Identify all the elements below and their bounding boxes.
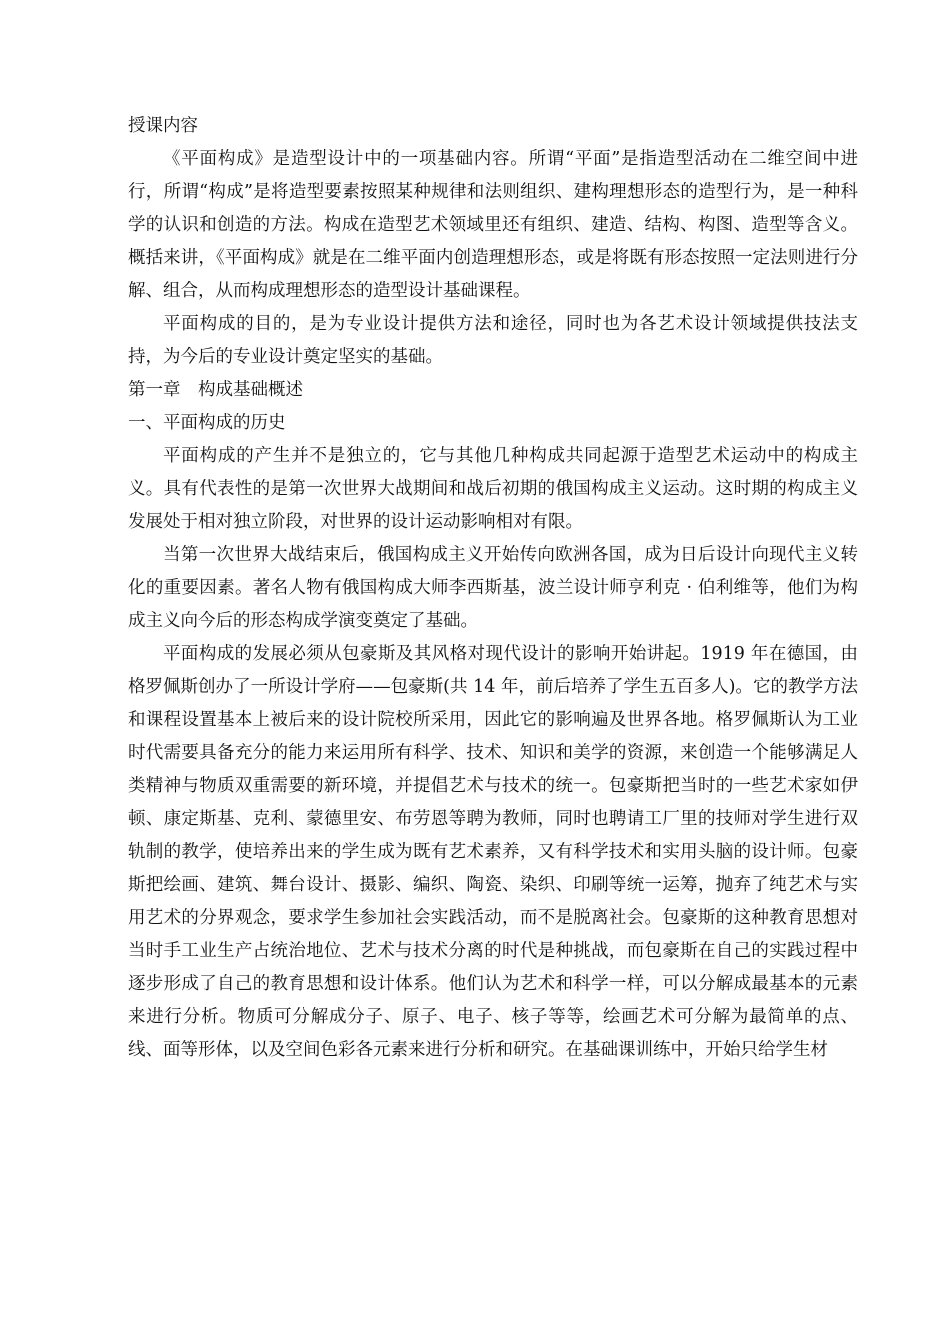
history-paragraph-2: 当第一次世界大战结束后，俄国构成主义开始传向欧洲各国，成为日后设计向现代主义转化的重要因素。著名人物有俄国构成大师李西斯基，波兰设计师亨利克 · 伯利维等，他们为构成主义向今后的形态构成学演变奠定了基础。 <box>128 545 858 631</box>
chapter-title: 第一章 构成基础概述 <box>128 380 303 400</box>
intro-paragraph-1: 《平面构成》是造型设计中的一项基础内容。所谓“平面”是指造型活动在二维空间中进行，所谓“构成”是将造型要素按照某种规律和法则组织、建构理想形态的造型行为，是一种科学的认识和创造的方法。构成在造型艺术领域里还有组织、建造、结构、构图、造型等含义。概括来讲，《平面构成》就是在二维平面内创造理想形态，或是将既有形态按照一定法则进行分解、组合，从而构成理想形态的造型设计基础课程。 <box>128 149 858 301</box>
document-body <box>128 110 858 1067</box>
subsection-title: 一、平面构成的历史 <box>128 413 286 433</box>
history-paragraph-1: 平面构成的产生并不是独立的，它与其他几种构成共同起源于造型艺术运动中的构成主义。具有代表性的是第一次世界大战期间和战后初期的俄国构成主义运动。这时期的构成主义发展处于相对独立阶段，对世界的设计运动影响相对有限。 <box>128 446 858 532</box>
section-title: 授课内容 <box>128 116 198 136</box>
intro-paragraph-2: 平面构成的目的，是为专业设计提供方法和途径，同时也为各艺术设计领域提供技法支持，为今后的专业设计奠定坚实的基础。 <box>128 314 858 367</box>
history-paragraph-3: 平面构成的发展必须从包豪斯及其风格对现代设计的影响开始讲起。1919 年在德国，由格罗佩斯创办了一所设计学府——包豪斯(共 14 年，前后培养了学生五百多人)。它的教学方法和课程设置基本上被后来的设计院校所采用，因此它的影响遍及世界各地。格罗佩斯认为工业时代需要具备充分的能力来运用所有科学、技术、知识和美学的资源，来创造一个能够满足人类精神与物质双重需要的新环境，并提倡艺术与技术的统一。包豪斯把当时的一些艺术家如伊顿、康定斯基、克利、蒙德里安、布劳恩等聘为教师，同时也聘请工厂里的技师对学生进行双轨制的教学，使培养出来的学生成为既有艺术素养，又有科学技术和实用头脑的设计师。包豪斯把绘画、建筑、舞台设计、摄影、编织、陶瓷、染织、印刷等统一运筹，抛弃了纯艺术与实用艺术的分界观念，要求学生参加社会实践活动，而不是脱离社会。包豪斯的这种教育思想对当时手工业生产占统治地位、艺术与技术分离的时代是种挑战，而包豪斯在自己的实践过程中逐步形成了自己的教育思想和设计体系。他们认为艺术和科学一样，可以分解成最基本的元素来进行分析。物质可分解成分子、原子、电子、核子等等，绘画艺术可分解为最简单的点、线、面等形体，以及空间色彩各元素来进行分析和研究。在基础课训练中，开始只给学生材 <box>128 644 858 1060</box>
